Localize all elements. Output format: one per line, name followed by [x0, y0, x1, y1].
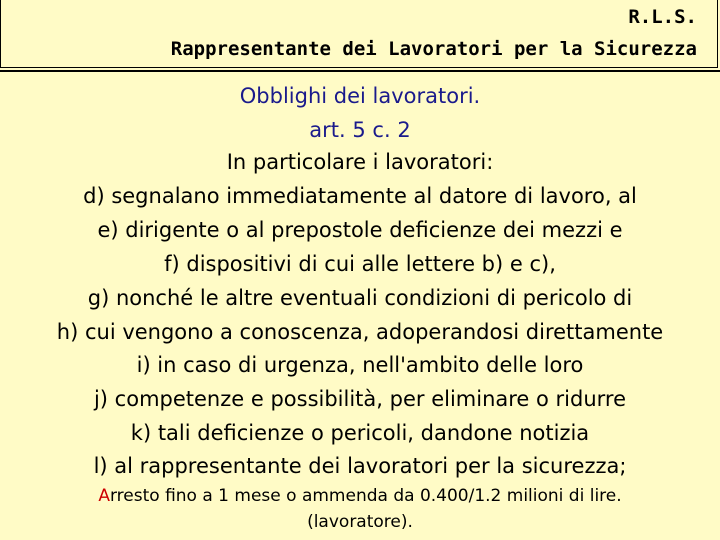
header-acronym: R.L.S.: [628, 6, 697, 28]
list-line-k: k) tali deficienze o pericoli, dandone notizia: [130, 421, 590, 445]
penalty-note: [0, 488, 720, 505]
list-line-j: j) competenze e possibilità, per eliminare o ridurre: [93, 387, 627, 411]
header-title: Rappresentante dei Lavoratori per la Sicurezza: [170, 38, 697, 60]
list-line-l: l) al rappresentante dei lavoratori per la sicurezza;: [93, 454, 627, 478]
list-line-h: h) cui vengono a conoscenza, adoperandosi direttamente: [56, 320, 664, 344]
penalty-subject: (lavoratore).: [307, 512, 413, 532]
heading: Obblighi dei lavoratori.: [239, 84, 481, 108]
article-ref: art. 5 c. 2: [309, 118, 411, 142]
list-line-f: f) dispositivi di cui alle lettere b) e c),: [164, 252, 556, 276]
list-line-d: d) segnalano immediatamente al datore di lavoro, al: [83, 184, 637, 208]
list-line-i: i) in caso di urgenza, nell'ambito delle loro: [136, 353, 584, 377]
list-line-g: g) nonché le altre eventuali condizioni di pericolo di: [87, 286, 633, 310]
intro-line: In particolare i lavoratori:: [226, 150, 494, 174]
list-line-e: e) dirigente o al prepostole deficienze dei mezzi e: [97, 218, 623, 242]
penalty-text: rresto fino a 1 mese o ammenda da 0.400/1.2 milioni di lire.: [109, 486, 622, 506]
penalty-initial: A: [98, 486, 110, 506]
